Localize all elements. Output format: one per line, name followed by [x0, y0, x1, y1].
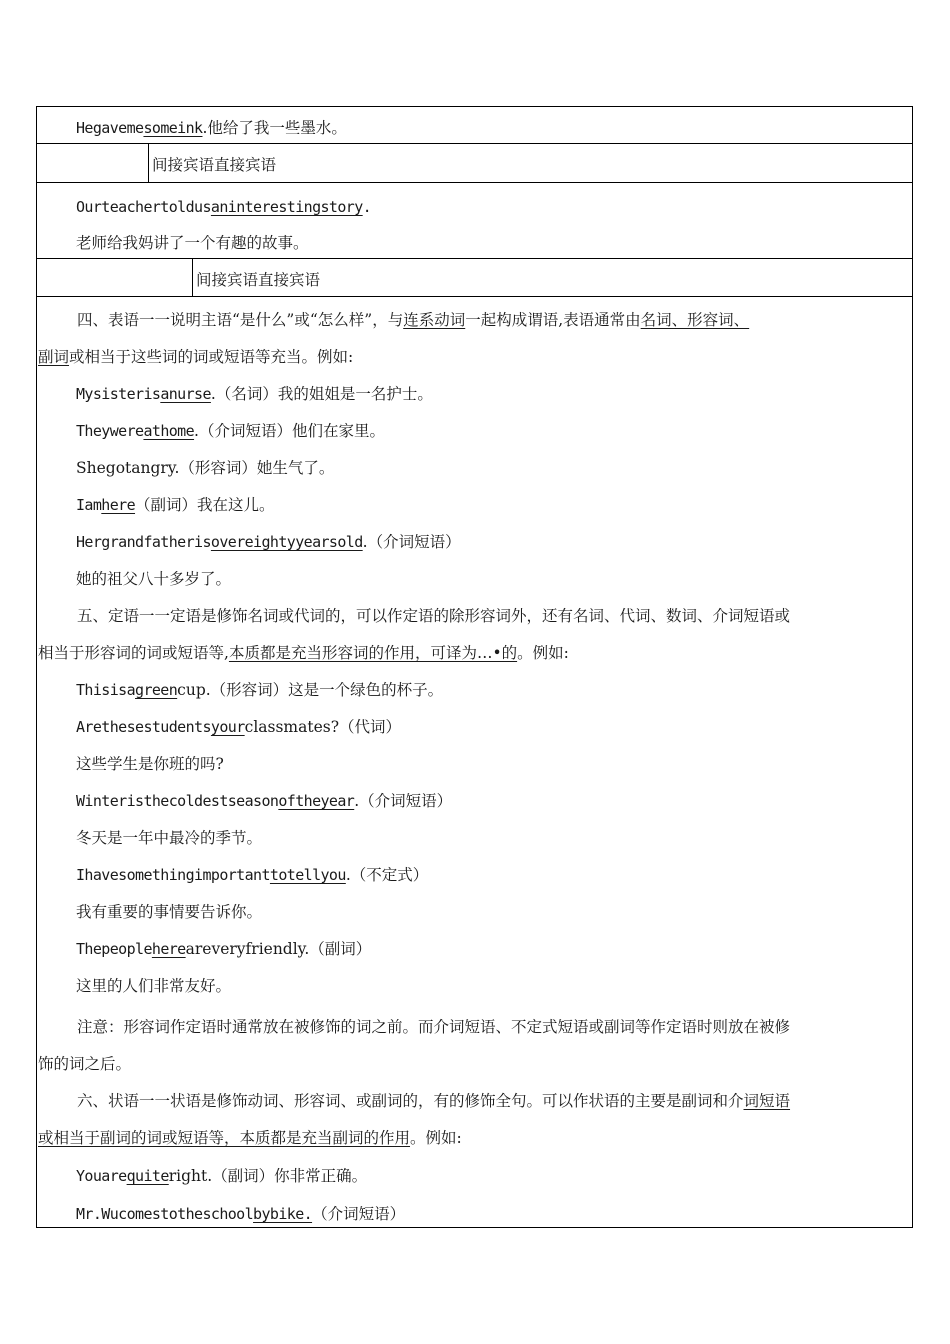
adverbial-intro: 六、状语一一状语是修饰动词、形容词、或副词的，有的修饰全句。可以作状语的主要是副词和介词短语 [77, 1092, 791, 1110]
underlined-object: someink [143, 119, 203, 137]
attribute-note: 注意：形容词作定语时通常放在被修饰的词之前。而介词短语、不定式短语或副词等作定语时则放在被修 [77, 1018, 791, 1036]
attribute-example-3: Winteristhecoldestseasonoftheyear.（介词短语） [76, 792, 453, 810]
attribute-example-1: Thisisagreencup.（形容词）这是一个绿色的杯子。 [76, 681, 444, 699]
object-label: 间接宾语直接宾语 [196, 271, 321, 289]
example-box-2 [36, 182, 913, 259]
label-box-1 [36, 143, 913, 183]
example-sentence: Hegavemesomeink.他给了我一些墨水。 [76, 119, 347, 137]
adverbial-example-2: Mr.Wucomestotheschoolbybike.（介词短语） [76, 1205, 406, 1223]
main-content-box [36, 296, 913, 1228]
predicative-example-3: Shegotangry.（形容词）她生气了。 [76, 459, 335, 477]
attribute-intro-cont: 相当于形容词的词或短语等,本质都是充当形容词的作用，可译为…•的。例如: [38, 644, 569, 662]
predicative-example-5-translation: 她的祖父八十多岁了。 [76, 570, 232, 588]
example-box-1 [36, 106, 913, 144]
attribute-example-5: Thepeoplehereareveryfriendly.（副词） [76, 940, 372, 958]
predicative-example-1: Mysisterisanurse.（名词）我的姐姐是一名护士。 [76, 385, 433, 403]
predicative-example-2: Theywereathome.（介词短语）他们在家里。 [76, 422, 385, 440]
attribute-example-4-translation: 我有重要的事情要告诉你。 [76, 903, 263, 921]
label-box-2 [36, 258, 913, 297]
underlined-object: aninterestingstory [210, 198, 363, 216]
predicative-example-4: Iamhere（副词）我在这儿。 [76, 496, 275, 514]
predicative-example-5: Hergrandfatherisovereightyyearsold.（介词短语） [76, 533, 461, 551]
attribute-example-2-translation: 这些学生是你班的吗? [76, 755, 224, 773]
adverbial-example-1: Youarequiteright.（副词）你非常正确。 [76, 1167, 368, 1185]
attribute-example-2: Arethesestudentsyourclassmates?（代词） [76, 718, 402, 736]
predicative-intro: 四、表语一一说明主语“是什么”或“怎么样”，与连系动词一起构成谓语,表语通常由名词、形容词、 [77, 311, 750, 329]
object-label: 间接宾语直接宾语 [152, 156, 277, 174]
predicative-intro-cont: 副词或相当于这些词的词或短语等充当。例如: [38, 348, 354, 366]
attribute-note-cont: 饰的词之后。 [38, 1055, 132, 1073]
attribute-example-3-translation: 冬天是一年中最冷的季节。 [76, 829, 263, 847]
attribute-intro: 五、定语一一定语是修饰名词或代词的，可以作定语的除形容词外，还有名词、代词、数词、介词短语或 [77, 607, 791, 625]
example-sentence: Ourteachertoldusaninterestingstory. [76, 198, 372, 216]
attribute-example-4: Ihavesomethingimportanttotellyou.（不定式） [76, 866, 429, 884]
adverbial-intro-cont: 或相当于副词的词或短语等，本质都是充当副词的作用。例如: [38, 1129, 462, 1147]
translation: 老师给我妈讲了一个有趣的故事。 [76, 234, 309, 252]
attribute-example-5-translation: 这里的人们非常友好。 [76, 977, 232, 995]
